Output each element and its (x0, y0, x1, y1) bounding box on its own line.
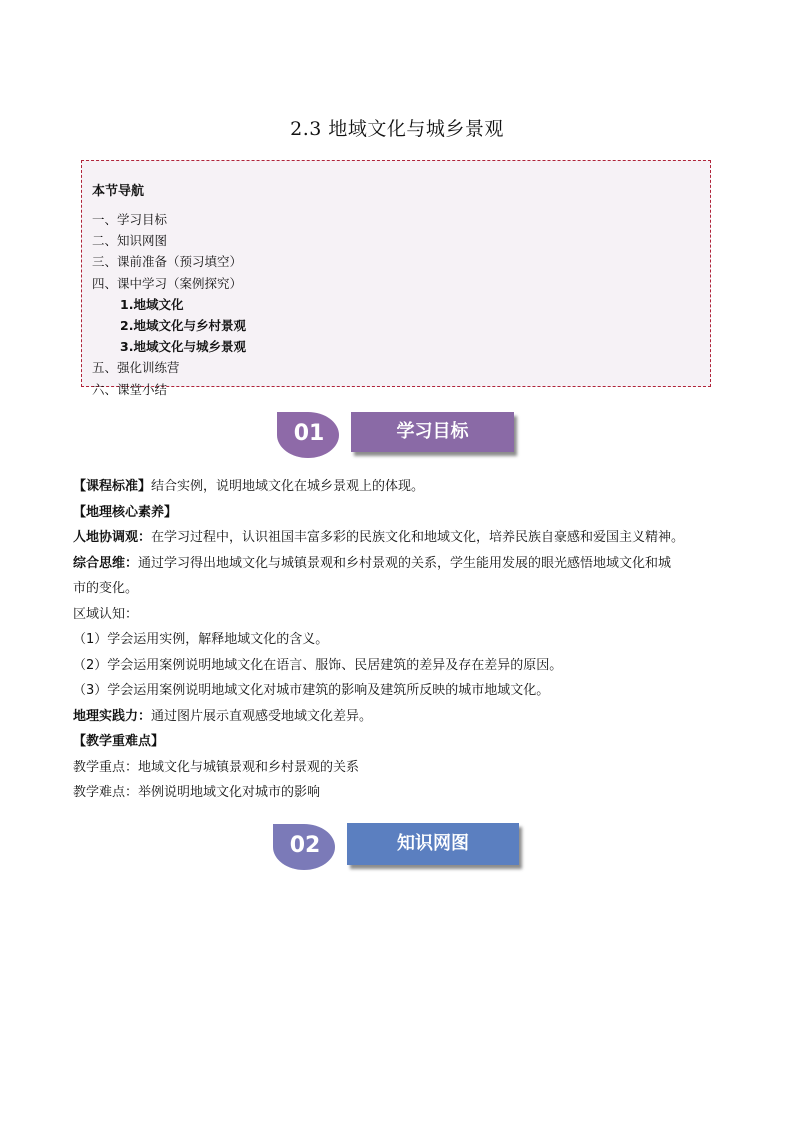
integrated-thinking-text: 通过学习得出地域文化与城镇景观和乡村景观的关系，学生能用发展的眼光感悟地域文化和城 (138, 555, 672, 571)
label-integrated-thinking: 综合思维： (73, 555, 139, 571)
nav-item[interactable]: 六、课堂小结 (92, 381, 168, 397)
nav-item[interactable]: 一、学习目标 (92, 212, 168, 227)
label-course-standard: 【课程标准】 (73, 479, 152, 494)
page-title: 2.3 地域文化与城乡景观 (290, 118, 504, 140)
section-label: 知识网图 (347, 823, 519, 865)
course-standard-text: 结合实例，说明地域文化在城乡景观上的体现。 (151, 479, 425, 494)
nav-subitem[interactable]: 3.地域文化与城乡景观 (120, 339, 246, 355)
navigation-list (92, 209, 246, 400)
section-label: 学习目标 (351, 412, 514, 452)
section-number: 01 (293, 421, 325, 446)
regional-cognition-item: （3）学会运用案例说明地域文化对城市建筑的影响及建筑所反映的城市地域文化。 (73, 683, 550, 698)
nav-subitem[interactable]: 1.地域文化 (120, 296, 184, 312)
nav-item[interactable]: 二、知识网图 (92, 233, 168, 249)
regional-cognition-item: （1）学会运用实例，解释地域文化的含义。 (73, 632, 329, 647)
regional-cognition-item: （2）学会运用案例说明地域文化在语言、服饰、民居建筑的差异及存在差异的原因。 (73, 657, 563, 673)
human-land-text: 在学习过程中，认识祖国丰富多彩的民族文化和地域文化，培养民族自豪感和爱国主义精神。 (151, 530, 685, 545)
label-practice: 地理实践力： (73, 708, 152, 724)
nav-item[interactable]: 四、课中学习（案例探究） (92, 275, 243, 291)
key-point-text: 教学重点：地域文化与城镇景观和乡村景观的关系 (73, 759, 360, 775)
label-regional-cognition: 区域认知： (73, 606, 139, 622)
navigation-heading: 本节导航 (92, 184, 145, 199)
nav-subitem[interactable]: 2.地域文化与乡村景观 (120, 317, 246, 333)
section-number: 02 (289, 833, 321, 858)
nav-item[interactable]: 三、课前准备（预习填空） (92, 254, 243, 270)
label-core-literacy: 【地理核心素养】 (73, 504, 178, 520)
integrated-thinking-text-cont: 市的变化。 (73, 581, 139, 596)
practice-text: 通过图片展示直观感受地域文化差异。 (151, 708, 373, 724)
section-navigation-box (81, 160, 711, 397)
difficult-point-text: 教学难点：举例说明地域文化对城市的影响 (73, 785, 321, 800)
nav-item[interactable]: 五、强化训练营 (92, 360, 180, 376)
learning-objectives-content (73, 474, 723, 806)
label-human-land: 人地协调观： (73, 530, 152, 545)
label-key-points: 【教学重难点】 (73, 734, 165, 749)
